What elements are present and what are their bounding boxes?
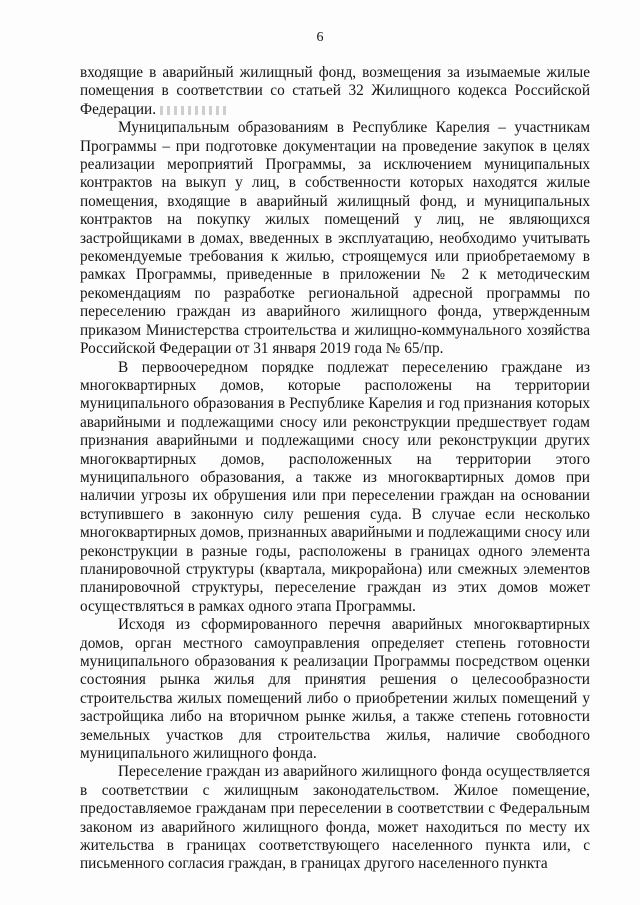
paragraph: Исходя из сформированного перечня аварийных многоквартирных домов, орган местного самоуправления определяет степень готовности муниципального образования к реализации Программы посредством оценки состояния рынка жилья для принятия решения о целесообразности строительства жилых помещений либо о приобретении жилых помещений у застройщика либо на вторичном рынке жилья, а также степень готовности земельных участков для строительства жилья, наличие свободного муниципального жилищного фонда. (80, 616, 590, 763)
page-number: 6 (316, 30, 324, 45)
paragraph: Переселение граждан из аварийного жилищного фонда осуществляется в соответствии с жилищным законодательством. Жилое помещение, предоставляемое гражданам при переселении в соответствии с Федеральным законом из аварийного жилищного фонда, может находиться по месту их жительства в границах соответствующего населенного пункта или, с письменного согласия граждан, в границах другого населенного пункта (80, 763, 590, 873)
paragraph: Муниципальным образованиям в Республике Карелия – участникам Программы – при подготовке документации на проведение закупок в целях реализации мероприятий Программы, за исключением муниципальных контрактов на выкуп у лиц, в собственности которых находятся жилые помещения, входящие в аварийный жилищный фонд, и муниципальных контрактов на покупку жилых помещений у лиц, не являющихся застройщиками в домах, введенных в эксплуатацию, необходимо учитывать рекомендуемые требования к жилью, строящемуся или приобретаемому в рамках Программы, приведенные в приложении № 2 к методическим рекомендациям по разработке региональной адресной программы по переселению граждан из аварийного жилищного фонда, утвержденным приказом Министерства строительства и жилищно-коммунального хозяйства Российской Федерации от 31 января 2019 года № 65/пр. (80, 119, 590, 358)
body-text (80, 64, 590, 874)
paragraph: В первоочередном порядке подлежат переселению граждане из многоквартирных домов, которые расположены на территории муниципального образования в Республике Карелия и год признания которых аварийными и подлежащими сносу или реконструкции предшествует годам признания аварийными и подлежащими сносу или реконструкции других многоквартирных домов, расположенных на территории этого муниципального образования, а также из многоквартирных домов при наличии угрозы их обрушения или при переселении граждан на основании вступившего в законную силу решения суда. В случае если несколько многоквартирных домов, признанных аварийными и подлежащими сносу или реконструкции в разные годы, расположены в границах одного элемента планировочной структуры (квартала, микрорайона) или смежных элементов планировочной структуры, переселение граждан из этих домов может осуществляться в рамках одного этапа Программы. (80, 358, 590, 615)
handwritten-mark (160, 106, 230, 115)
paragraph-continuation (80, 64, 590, 119)
paragraph-text: входящие в аварийный жилищный фонд, возмещения за изымаемые жилые помещения в соответствии со статьей 32 Жилищного кодекса Российской Федерации. (80, 64, 590, 118)
